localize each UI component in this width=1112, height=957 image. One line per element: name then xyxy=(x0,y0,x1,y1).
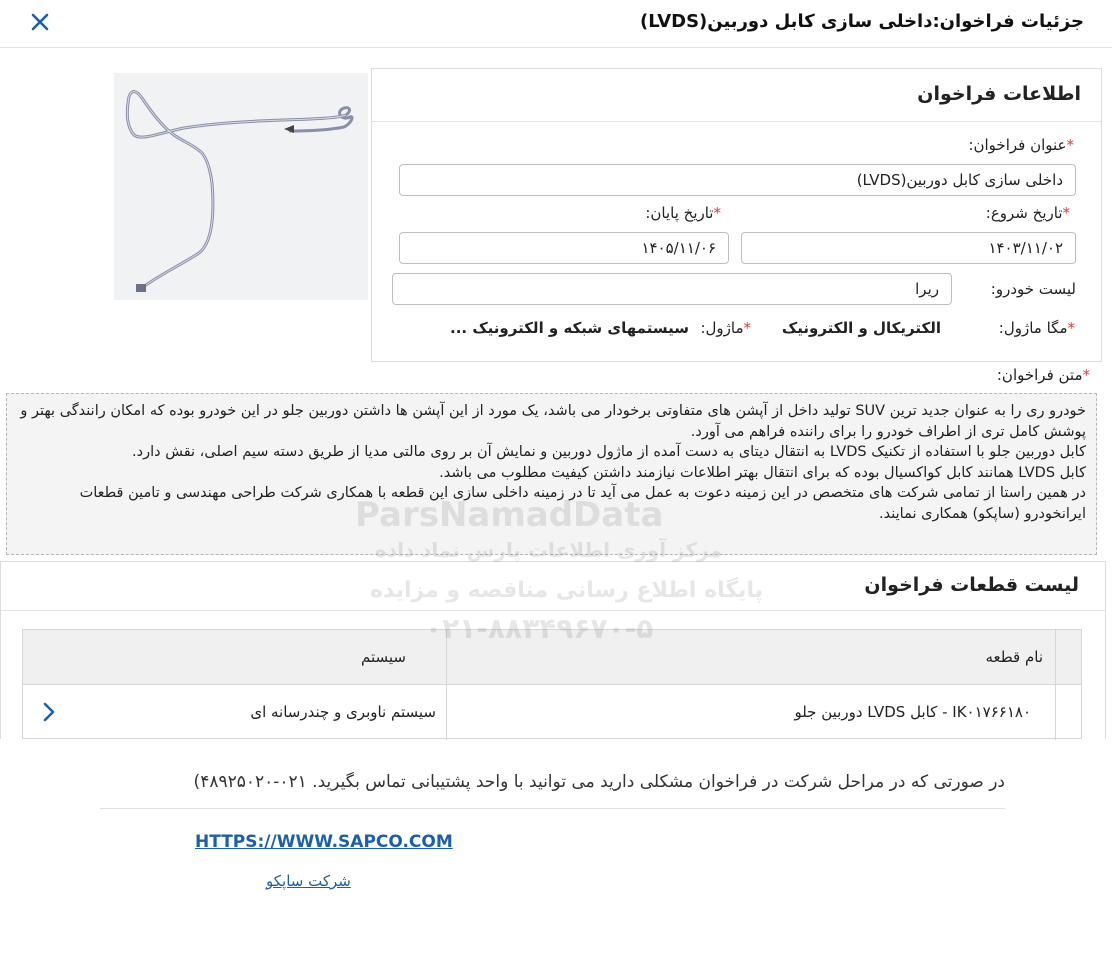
vehicle-list-label: لیست خودرو: xyxy=(990,280,1076,298)
dialog-title: جزئیات فراخوان:داخلی سازی کابل دوربین(LVDS) xyxy=(639,11,1084,32)
part-name-cell: IK۰۱۷۶۶۱۸۰ - کابل LVDS دوربین جلو xyxy=(794,703,1031,721)
module-value: سیستمهای شبکه و الکترونیک ... xyxy=(450,319,689,337)
vehicle-list-field[interactable]: ریرا xyxy=(392,273,952,305)
company-link[interactable]: شرکت ساپکو xyxy=(266,872,351,890)
close-icon[interactable] xyxy=(28,10,52,34)
start-date-field[interactable]: ۱۴۰۳/۱۱/۰۲ xyxy=(741,232,1076,264)
module-label: *ماژول: xyxy=(700,319,751,337)
mega-module-value: الکتریکال و الکترونیک xyxy=(781,319,941,337)
divider xyxy=(100,808,1005,809)
end-date-field[interactable]: ۱۴۰۵/۱۱/۰۶ xyxy=(399,232,729,264)
support-text: در صورتی که در مراحل شرکت در فراخوان مشکلی دارید می توانید با واحد پشتیبانی تماس بگیرید. ۰۲۱-۴۸۹۲۵۰۲۰) xyxy=(193,772,1005,792)
panel-title: اطلاعات فراخوان xyxy=(917,83,1081,105)
parts-table xyxy=(22,629,1082,739)
body-paragraph: در همین راستا از تمامی شرکت های متخصص در این زمینه دعوت به عمل می آید تا در زمینه داخلی سازی این قطعه با همکاری شرکت طراحی مهندسی و تامین قطعات ایرانخودرو (ساپکو) همکاری نمایند. xyxy=(79,485,1086,522)
body-paragraph: خودرو ری را به عنوان جدید ترین SUV تولید داخل از آپشن های متفاوتی برخودار می باشد، یک مورد از این آپشن ها داشتن دوربین جلو در این خودرو بوده که امکان رانندگی بهتر و پوشش کامل تری از اطراف خودرو را برای راننده فراهم می آورد. xyxy=(20,403,1086,440)
divider xyxy=(1,610,1105,611)
table-header xyxy=(23,630,1081,685)
start-date-label: *تاریخ شروع: xyxy=(985,204,1070,222)
body-paragraph: کابل دوربین جلو با استفاده از تکنیک LVDS به انتقال دیتای به دست آمده از ماژول دوربین و نمایش آن بر روی مالتی مدیا از طریق دسته سیم اصلی، نقش دارد. xyxy=(132,444,1086,460)
table-row[interactable] xyxy=(23,685,1081,740)
watermark-phone: ۰۲۱-۸۸۳۴۹۶۷۰-۵ xyxy=(425,612,654,645)
dialog-header xyxy=(0,0,1112,48)
call-title-field[interactable]: داخلی سازی کابل دوربین(LVDS) xyxy=(399,164,1076,196)
end-date-label: *تاریخ پایان: xyxy=(645,204,721,222)
required-mark: * xyxy=(1066,136,1074,154)
mega-module-label: *مگا ماژول: xyxy=(998,319,1075,337)
system-cell: سیستم ناوبری و چندرسانه ای xyxy=(250,703,436,721)
website-link[interactable]: HTTPS://WWW.SAPCO.COM xyxy=(195,832,453,852)
call-body-label: *متن فراخوان: xyxy=(996,366,1090,384)
call-body-text xyxy=(6,393,1097,555)
part-image xyxy=(114,73,368,300)
divider xyxy=(372,121,1101,122)
parts-list-section xyxy=(0,561,1106,739)
watermark-line2: پایگاه اطلاع رسانی مناقصه و مزایده xyxy=(370,578,763,603)
call-info-panel xyxy=(371,68,1102,362)
parts-list-title: لیست قطعات فراخوان xyxy=(864,574,1079,596)
column-header-system: سیستم xyxy=(361,648,406,666)
chevron-right-icon[interactable] xyxy=(39,699,59,725)
body-paragraph: کابل LVDS همانند کابل کواکسیال بوده که برای انتقال بهتر اطلاعات نیازمند داشتن کیفیت مطلوب می باشد. xyxy=(439,464,1086,481)
call-title-label: *عنوان فراخوان: xyxy=(968,136,1074,154)
column-header-part-name: نام قطعه xyxy=(985,648,1043,666)
